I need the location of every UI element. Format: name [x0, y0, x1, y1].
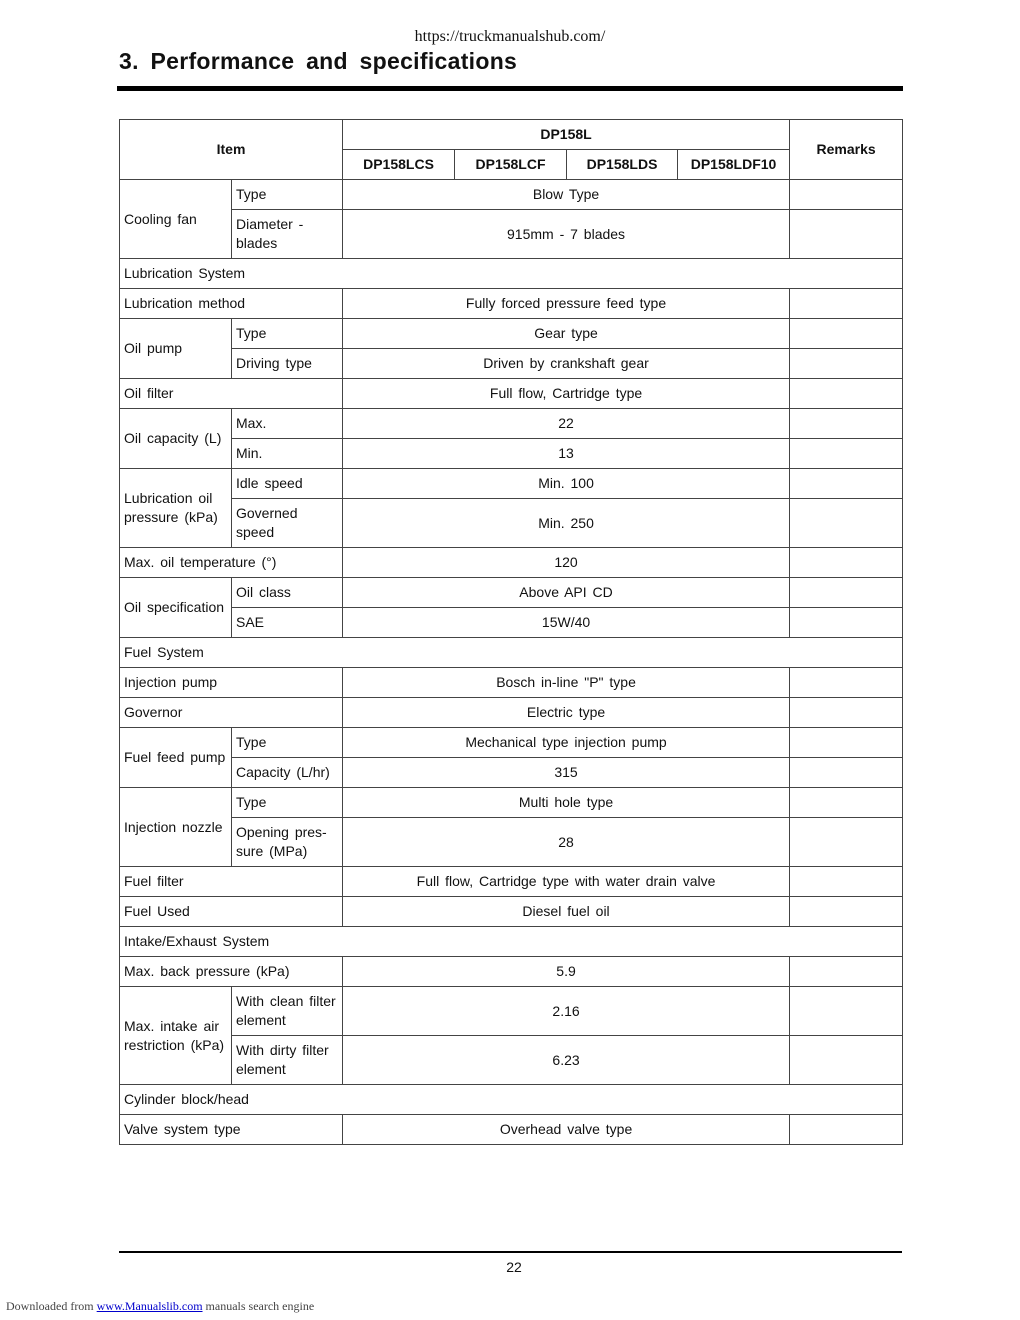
download-footer [6, 1299, 314, 1314]
page-title: 3. Performance and specifications [119, 48, 518, 74]
row-label: Fuel feed pump [120, 728, 232, 788]
row-value: 22 [343, 409, 790, 439]
page-number: 22 [506, 1259, 522, 1275]
row-value: Min. 250 [343, 499, 790, 548]
row-value: Overhead valve type [343, 1115, 790, 1145]
row-sublabel: Type [232, 180, 343, 210]
row-value: 120 [343, 548, 790, 578]
remarks-cell [790, 1115, 903, 1145]
row-sublabel: Governed speed [232, 499, 343, 548]
row-label: Oil filter [120, 379, 343, 409]
title-divider [117, 86, 903, 91]
remarks-cell [790, 987, 903, 1036]
row-value: 315 [343, 758, 790, 788]
row-sublabel: Idle speed [232, 469, 343, 499]
row-label: Valve system type [120, 1115, 343, 1145]
row-value: 13 [343, 439, 790, 469]
row-label: Injection pump [120, 668, 343, 698]
header-model: DP158LCF [455, 150, 567, 180]
row-sublabel: Diameter - blades [232, 210, 343, 259]
row-sublabel: Driving type [232, 349, 343, 379]
row-sublabel: Type [232, 788, 343, 818]
remarks-cell [790, 818, 903, 867]
header-model: DP158LCS [343, 150, 455, 180]
remarks-cell [790, 409, 903, 439]
row-label: Cooling fan [120, 180, 232, 259]
row-label: Lubrication method [120, 289, 343, 319]
remarks-cell [790, 788, 903, 818]
remarks-cell [790, 439, 903, 469]
section-heading: Lubrication System [120, 259, 903, 289]
header-item: Item [120, 120, 343, 180]
row-label: Oil specification [120, 578, 232, 638]
remarks-cell [790, 578, 903, 608]
row-value: Multi hole type [343, 788, 790, 818]
remarks-cell [790, 499, 903, 548]
source-url: https://truckmanualshub.com/ [414, 28, 606, 45]
spec-table [119, 119, 903, 1145]
remarks-cell [790, 548, 903, 578]
row-label: Lubrication oil pressure (kPa) [120, 469, 232, 548]
section-heading: Cylinder block/head [120, 1085, 903, 1115]
row-value: Bosch in-line "P" type [343, 668, 790, 698]
row-label: Governor [120, 698, 343, 728]
row-value: Electric type [343, 698, 790, 728]
row-sublabel: With clean filter element [232, 987, 343, 1036]
section-heading: Intake/Exhaust System [120, 927, 903, 957]
header-model: DP158LDF10 [678, 150, 790, 180]
row-label: Oil capacity (L) [120, 409, 232, 469]
row-value: Fully forced pressure feed type [343, 289, 790, 319]
row-value: 15W/40 [343, 608, 790, 638]
row-value: Gear type [343, 319, 790, 349]
remarks-cell [790, 469, 903, 499]
remarks-cell [790, 379, 903, 409]
row-value: 6.23 [343, 1036, 790, 1085]
footer-suffix: manuals search engine [205, 1299, 315, 1313]
row-sublabel: Type [232, 319, 343, 349]
row-sublabel: Capacity (L/hr) [232, 758, 343, 788]
header-model-group: DP158L [343, 120, 790, 150]
remarks-cell [790, 289, 903, 319]
row-value: Above API CD [343, 578, 790, 608]
remarks-cell [790, 349, 903, 379]
row-sublabel: Type [232, 728, 343, 758]
remarks-cell [790, 758, 903, 788]
remarks-cell [790, 897, 903, 927]
remarks-cell [790, 210, 903, 259]
row-sublabel: Min. [232, 439, 343, 469]
remarks-cell [790, 728, 903, 758]
remarks-cell [790, 698, 903, 728]
manualslib-link[interactable]: www.Manualslib.com [96, 1299, 203, 1313]
row-label: Max. intake air restriction (kPa) [120, 987, 232, 1085]
row-sublabel: With dirty filter element [232, 1036, 343, 1085]
footer-prefix: Downloaded from [6, 1299, 94, 1313]
remarks-cell [790, 319, 903, 349]
remarks-cell [790, 957, 903, 987]
footer-divider [119, 1251, 902, 1253]
row-value: 28 [343, 818, 790, 867]
remarks-cell [790, 1036, 903, 1085]
row-value: 915mm - 7 blades [343, 210, 790, 259]
header-remarks: Remarks [790, 120, 903, 180]
row-label: Fuel filter [120, 867, 343, 897]
row-label: Max. back pressure (kPa) [120, 957, 343, 987]
row-sublabel: Oil class [232, 578, 343, 608]
row-value: Mechanical type injection pump [343, 728, 790, 758]
header-model: DP158LDS [567, 150, 678, 180]
row-sublabel: SAE [232, 608, 343, 638]
row-value: Diesel fuel oil [343, 897, 790, 927]
row-sublabel: Opening pres-sure (MPa) [232, 818, 343, 867]
row-sublabel: Max. [232, 409, 343, 439]
row-value: Min. 100 [343, 469, 790, 499]
row-label: Oil pump [120, 319, 232, 379]
remarks-cell [790, 867, 903, 897]
row-value: Full flow, Cartridge type [343, 379, 790, 409]
row-value: 2.16 [343, 987, 790, 1036]
remarks-cell [790, 608, 903, 638]
row-value: Blow Type [343, 180, 790, 210]
row-value: 5.9 [343, 957, 790, 987]
row-value: Full flow, Cartridge type with water drain valve [343, 867, 790, 897]
remarks-cell [790, 668, 903, 698]
row-value: Driven by crankshaft gear [343, 349, 790, 379]
row-label: Injection nozzle [120, 788, 232, 867]
row-label: Max. oil temperature (°) [120, 548, 343, 578]
remarks-cell [790, 180, 903, 210]
section-heading: Fuel System [120, 638, 903, 668]
row-label: Fuel Used [120, 897, 343, 927]
